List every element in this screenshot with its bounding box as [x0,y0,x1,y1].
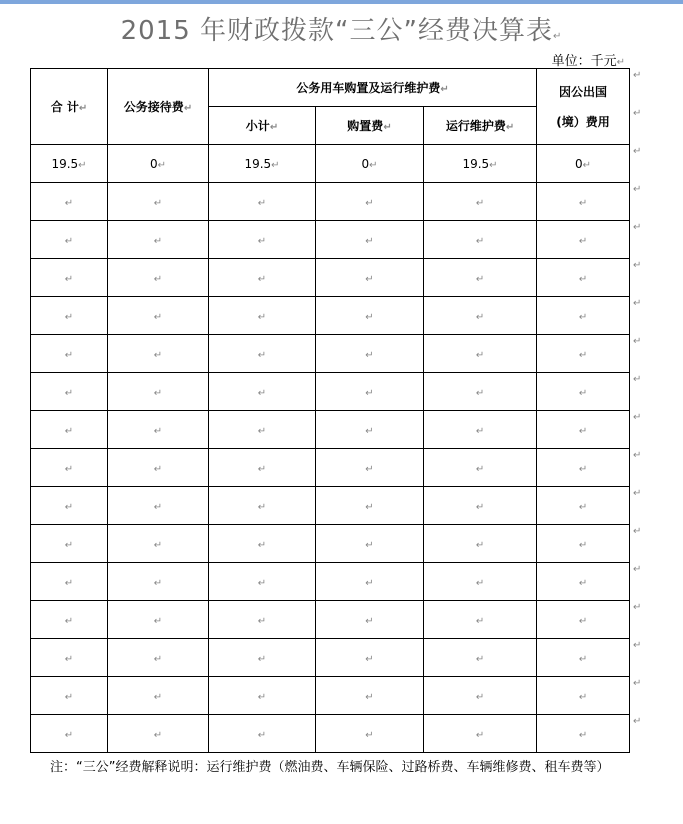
table-cell[interactable]: ↵ [424,601,537,639]
header-reception: 公务接待费↵ [108,69,209,145]
table-cell[interactable]: ↵ [209,221,316,259]
table-cell[interactable]: ↵ [537,563,630,601]
table-row [31,449,630,487]
table-cell[interactable]: ↵ [209,297,316,335]
table-cell[interactable]: ↵ [108,297,209,335]
table-cell[interactable]: ↵ [537,411,630,449]
row-end-mark: ↵ [633,222,642,233]
row-end-mark: ↵ [633,412,642,423]
table-cell[interactable]: ↵ [424,183,537,221]
table-row [31,259,630,297]
table-cell[interactable]: ↵ [316,449,424,487]
table-row [31,525,630,563]
table-cell[interactable]: ↵ [537,259,630,297]
table-cell[interactable]: 19.5↵ [31,145,108,183]
table-cell[interactable]: ↵ [31,563,108,601]
table-cell[interactable]: ↵ [424,525,537,563]
table-cell[interactable]: ↵ [108,487,209,525]
table-cell[interactable]: ↵ [424,335,537,373]
header-maintenance: 运行维护费↵ [424,107,537,145]
table-row [31,373,630,411]
row-end-mark: ↵ [633,298,642,309]
table-cell[interactable]: ↵ [424,373,537,411]
table-cell[interactable]: ↵ [424,715,537,753]
table-cell[interactable]: ↵ [537,525,630,563]
unit-label: 单位：千元↵ [551,54,625,69]
table-cell[interactable]: ↵ [316,677,424,715]
table-cell[interactable]: ↵ [108,335,209,373]
table-cell[interactable]: ↵ [316,373,424,411]
table-cell[interactable]: ↵ [209,449,316,487]
row-end-mark: ↵ [633,450,642,461]
table-row [31,677,630,715]
table-cell[interactable]: ↵ [209,563,316,601]
row-end-mark: ↵ [633,602,642,613]
table-cell[interactable]: ↵ [108,601,209,639]
table-cell[interactable]: ↵ [108,373,209,411]
table-cell[interactable]: ↵ [424,297,537,335]
expense-table [30,68,630,753]
table-cell[interactable]: ↵ [537,715,630,753]
table-row [31,639,630,677]
table-cell[interactable]: ↵ [209,373,316,411]
header-vehicle-group: 公务用车购置及运行维护费↵ [209,69,537,107]
table-cell[interactable]: ↵ [316,601,424,639]
table-cell[interactable]: ↵ [424,563,537,601]
table-cell[interactable]: 0↵ [316,145,424,183]
table-cell[interactable]: ↵ [209,259,316,297]
table-cell[interactable]: ↵ [316,639,424,677]
header-total: 合 计↵ [31,69,108,145]
row-end-mark: ↵ [633,108,642,119]
row-end-mark: ↵ [633,488,642,499]
row-end-mark: ↵ [633,716,642,727]
table-cell[interactable]: ↵ [31,297,108,335]
table-cell[interactable]: 19.5↵ [424,145,537,183]
table-cell[interactable]: ↵ [31,601,108,639]
table-cell[interactable]: ↵ [108,525,209,563]
window-top-bar [0,0,683,4]
table-row [31,297,630,335]
table-row [31,601,630,639]
table-cell[interactable]: ↵ [537,449,630,487]
table-cell[interactable]: ↵ [209,677,316,715]
table-cell[interactable]: ↵ [537,183,630,221]
table-cell[interactable]: ↵ [316,259,424,297]
table-cell[interactable]: ↵ [316,563,424,601]
table-cell[interactable]: ↵ [537,677,630,715]
table-cell[interactable]: ↵ [108,677,209,715]
table-cell[interactable]: ↵ [31,373,108,411]
table-cell[interactable]: ↵ [424,259,537,297]
table-cell[interactable]: 0↵ [537,145,630,183]
table-cell[interactable]: ↵ [31,525,108,563]
table-cell[interactable]: ↵ [537,221,630,259]
table-cell[interactable]: ↵ [537,601,630,639]
table-cell[interactable]: ↵ [31,639,108,677]
table-cell[interactable]: ↵ [108,411,209,449]
table-cell[interactable]: ↵ [424,449,537,487]
table-cell[interactable]: ↵ [209,183,316,221]
table-cell[interactable]: ↵ [424,221,537,259]
table-row [31,145,630,183]
table-cell[interactable]: ↵ [537,297,630,335]
table-cell[interactable]: ↵ [316,297,424,335]
table-cell[interactable]: ↵ [31,411,108,449]
row-end-mark: ↵ [633,374,642,385]
table-cell[interactable]: ↵ [316,183,424,221]
row-end-mark: ↵ [633,678,642,689]
table-row [31,221,630,259]
table-cell[interactable]: ↵ [424,411,537,449]
table-cell[interactable]: ↵ [31,449,108,487]
table-row [31,487,630,525]
table-cell[interactable]: ↵ [316,525,424,563]
table-cell[interactable]: ↵ [316,221,424,259]
page-title: 2015 年财政拨款“三公”经费决算表↵ [120,16,563,46]
header-purchase: 购置费↵ [316,107,424,145]
table-cell[interactable]: ↵ [108,259,209,297]
table-cell[interactable]: ↵ [316,487,424,525]
row-end-mark: ↵ [633,640,642,651]
table-cell[interactable]: ↵ [209,411,316,449]
table-cell[interactable]: ↵ [31,677,108,715]
table-cell[interactable]: ↵ [424,639,537,677]
table-cell[interactable]: ↵ [31,335,108,373]
table-cell[interactable]: ↵ [209,525,316,563]
table-cell[interactable]: ↵ [108,715,209,753]
table-cell[interactable]: ↵ [108,449,209,487]
table-cell[interactable]: ↵ [108,563,209,601]
row-end-mark: ↵ [633,564,642,575]
table-cell[interactable]: ↵ [31,183,108,221]
table-cell[interactable]: ↵ [108,221,209,259]
table-cell[interactable]: ↵ [537,487,630,525]
table-cell[interactable]: ↵ [209,715,316,753]
table-cell[interactable]: ↵ [316,715,424,753]
row-end-mark: ↵ [633,260,642,271]
row-end-mark: ↵ [633,526,642,537]
table-cell[interactable]: ↵ [31,487,108,525]
table-row [31,411,630,449]
table-cell[interactable]: ↵ [424,487,537,525]
table-row [31,183,630,221]
table-row [31,335,630,373]
table-cell[interactable]: 0↵ [108,145,209,183]
row-end-mark: ↵ [633,70,642,81]
header-abroad: 因公出国 (境）费用 [537,69,630,145]
row-end-mark: ↵ [633,336,642,347]
row-end-mark: ↵ [633,184,642,195]
table-cell[interactable]: ↵ [108,183,209,221]
table-cell[interactable]: ↵ [31,259,108,297]
table-cell[interactable]: ↵ [209,487,316,525]
table-cell[interactable]: ↵ [209,639,316,677]
table-cell[interactable]: 19.5↵ [209,145,316,183]
table-cell[interactable]: ↵ [31,221,108,259]
table-cell[interactable]: ↵ [31,715,108,753]
table-cell[interactable]: ↵ [316,335,424,373]
table-cell[interactable]: ↵ [424,677,537,715]
table-cell[interactable]: ↵ [209,601,316,639]
table-cell[interactable]: ↵ [537,335,630,373]
table-cell[interactable]: ↵ [537,373,630,411]
table-cell[interactable]: ↵ [209,335,316,373]
table-cell[interactable]: ↵ [537,639,630,677]
table-row [31,715,630,753]
footnote: 注：“三公”经费解释说明：运行维护费（燃油费、车辆保险、过路桥费、车辆维修费、租车费等） [50,760,610,775]
row-end-mark: ↵ [633,146,642,157]
table-row [31,563,630,601]
table-cell[interactable]: ↵ [108,639,209,677]
header-subtotal: 小计↵ [209,107,316,145]
table-cell[interactable]: ↵ [316,411,424,449]
